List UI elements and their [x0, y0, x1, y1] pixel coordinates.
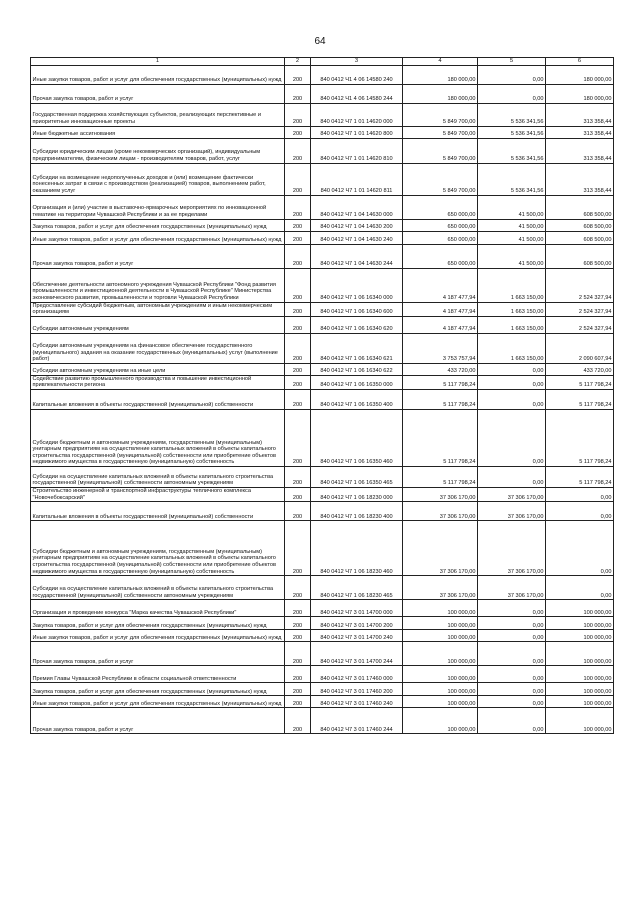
row-approved-cell: 650 000,00	[403, 244, 478, 268]
table-row	[31, 617, 614, 630]
row-classifier-cell: 840 0412 Ч7 1 04 14630 200	[311, 219, 403, 231]
row-remainder-cell: 100 000,00	[546, 630, 614, 642]
table-row	[31, 195, 614, 219]
table-row	[31, 126, 614, 138]
row-approved-cell: 5 117 798,24	[403, 375, 478, 389]
row-code-cell: 200	[285, 683, 311, 696]
row-executed-cell: 1 663 150,00	[478, 268, 546, 302]
row-name-cell: Прочая закупка товаров, работ и услуг	[31, 642, 285, 666]
row-executed-cell: 0,00	[478, 84, 546, 103]
row-remainder-cell: 0,00	[546, 521, 614, 576]
row-remainder-cell: 180 000,00	[546, 84, 614, 103]
row-remainder-cell: 2 524 327,94	[546, 316, 614, 333]
row-name-cell: Капитальные вложения в объекты государственной (муниципальной) собственности	[31, 389, 285, 409]
row-classifier-cell: 840 0412 Ч7 1 01 14620 000	[311, 103, 403, 126]
row-remainder-cell: 180 000,00	[546, 65, 614, 84]
row-approved-cell: 100 000,00	[403, 666, 478, 683]
table-row	[31, 363, 614, 375]
table-row	[31, 244, 614, 268]
row-classifier-cell: 840 0412 Ч7 3 01 17460 200	[311, 683, 403, 696]
row-executed-cell: 0,00	[478, 708, 546, 734]
row-executed-cell: 41 500,00	[478, 219, 546, 231]
row-name-cell: Субсидии на осуществление капитальных вложений в объекты капитального строительства государственной (муниципальной) собственности автономным учреждениям	[31, 466, 285, 487]
table-row	[31, 163, 614, 195]
row-name-cell: Прочая закупка товаров, работ и услуг	[31, 244, 285, 268]
row-executed-cell: 0,00	[478, 683, 546, 696]
row-approved-cell: 37 306 170,00	[403, 487, 478, 501]
row-remainder-cell: 100 000,00	[546, 696, 614, 708]
row-name-cell: Государственная поддержка хозяйствующих субъектов, реализующих перспективные и приоритетные инновационные проекты	[31, 103, 285, 126]
row-code-cell: 200	[285, 389, 311, 409]
row-code-cell: 200	[285, 316, 311, 333]
row-classifier-cell: 840 0412 Ч7 3 01 14700 244	[311, 642, 403, 666]
row-approved-cell: 180 000,00	[403, 84, 478, 103]
row-approved-cell: 3 753 757,94	[403, 333, 478, 363]
row-code-cell: 200	[285, 84, 311, 103]
row-code-cell: 200	[285, 409, 311, 466]
row-classifier-cell: 840 0412 Ч7 1 01 14620 800	[311, 126, 403, 138]
row-classifier-cell: 840 0412 Ч7 3 01 14700 000	[311, 600, 403, 617]
row-classifier-cell: 840 0412 Ч7 3 01 17460 240	[311, 696, 403, 708]
row-code-cell: 200	[285, 696, 311, 708]
row-classifier-cell: 840 0412 Ч7 1 06 16340 600	[311, 302, 403, 316]
row-approved-cell: 100 000,00	[403, 696, 478, 708]
row-remainder-cell: 433 720,00	[546, 363, 614, 375]
row-remainder-cell: 100 000,00	[546, 683, 614, 696]
table-row	[31, 219, 614, 231]
column-header: 1	[31, 58, 285, 66]
row-code-cell: 200	[285, 219, 311, 231]
row-name-cell: Предоставление субсидий бюджетным, автономным учреждениям и иным некоммерческим организациям	[31, 302, 285, 316]
row-executed-cell: 0,00	[478, 617, 546, 630]
row-remainder-cell: 5 117 798,24	[546, 375, 614, 389]
row-executed-cell: 1 663 150,00	[478, 333, 546, 363]
row-approved-cell: 5 849 700,00	[403, 126, 478, 138]
row-approved-cell: 650 000,00	[403, 219, 478, 231]
row-executed-cell: 41 500,00	[478, 195, 546, 219]
table-row	[31, 231, 614, 244]
row-code-cell: 200	[285, 600, 311, 617]
row-remainder-cell: 5 117 798,24	[546, 466, 614, 487]
row-name-cell: Иные закупки товаров, работ и услуг для обеспечения государственных (муниципальных) нужд	[31, 696, 285, 708]
row-executed-cell: 0,00	[478, 630, 546, 642]
row-remainder-cell: 100 000,00	[546, 708, 614, 734]
row-approved-cell: 4 187 477,94	[403, 268, 478, 302]
row-code-cell: 200	[285, 163, 311, 195]
row-approved-cell: 5 117 798,24	[403, 409, 478, 466]
row-classifier-cell: 840 0412 Ч7 1 04 14630 000	[311, 195, 403, 219]
column-header: 5	[478, 58, 546, 66]
row-code-cell: 200	[285, 375, 311, 389]
row-remainder-cell: 5 117 798,24	[546, 409, 614, 466]
row-executed-cell: 0,00	[478, 466, 546, 487]
row-name-cell: Организация и проведение конкурса "Марка качества Чувашской Республики"	[31, 600, 285, 617]
table-row	[31, 409, 614, 466]
table-row	[31, 466, 614, 487]
row-approved-cell: 5 849 700,00	[403, 163, 478, 195]
row-classifier-cell: 840 0412 Ч7 1 06 18230 465	[311, 576, 403, 600]
row-approved-cell: 37 306 170,00	[403, 521, 478, 576]
row-code-cell: 200	[285, 487, 311, 501]
row-approved-cell: 5 849 700,00	[403, 138, 478, 163]
row-remainder-cell: 100 000,00	[546, 617, 614, 630]
row-executed-cell: 0,00	[478, 375, 546, 389]
row-executed-cell: 37 306 170,00	[478, 576, 546, 600]
row-remainder-cell: 313 358,44	[546, 103, 614, 126]
row-remainder-cell: 608 500,00	[546, 231, 614, 244]
row-classifier-cell: 840 0412 Ч7 1 06 16350 460	[311, 409, 403, 466]
row-code-cell: 200	[285, 630, 311, 642]
row-classifier-cell: 840 0412 Ч7 1 06 16340 621	[311, 333, 403, 363]
row-name-cell: Иные бюджетные ассигнования	[31, 126, 285, 138]
table-row	[31, 84, 614, 103]
row-name-cell: Субсидии на осуществление капитальных вложений в объекты капитального строительства государственной (муниципальной) собственности автономным учреждениям	[31, 576, 285, 600]
row-classifier-cell: 840 0412 Ч1 4 06 14580 240	[311, 65, 403, 84]
row-classifier-cell: 840 0412 Ч7 1 01 14620 811	[311, 163, 403, 195]
row-classifier-cell: 840 0412 Ч7 1 01 14620 810	[311, 138, 403, 163]
row-executed-cell: 37 306 170,00	[478, 502, 546, 521]
row-executed-cell: 0,00	[478, 666, 546, 683]
row-approved-cell: 100 000,00	[403, 630, 478, 642]
table-row	[31, 268, 614, 302]
row-approved-cell: 100 000,00	[403, 683, 478, 696]
row-approved-cell: 180 000,00	[403, 65, 478, 84]
table-row	[31, 375, 614, 389]
row-approved-cell: 433 720,00	[403, 363, 478, 375]
row-remainder-cell: 0,00	[546, 487, 614, 501]
row-classifier-cell: 840 0412 Ч7 1 04 14630 240	[311, 231, 403, 244]
table-row	[31, 502, 614, 521]
table-row	[31, 389, 614, 409]
row-classifier-cell: 840 0412 Ч7 1 04 14630 244	[311, 244, 403, 268]
row-code-cell: 200	[285, 521, 311, 576]
table-header-row	[31, 58, 614, 66]
row-approved-cell: 100 000,00	[403, 642, 478, 666]
row-executed-cell: 0,00	[478, 642, 546, 666]
row-approved-cell: 4 187 477,94	[403, 302, 478, 316]
table-row	[31, 708, 614, 734]
row-name-cell: Субсидии юридическим лицам (кроме некоммерческих организаций), индивидуальным предпринимателям, физическим лицам - производителям товаров, работ, услуг	[31, 138, 285, 163]
row-code-cell: 200	[285, 708, 311, 734]
column-header: 4	[403, 58, 478, 66]
row-classifier-cell: 840 0412 Ч1 4 06 14580 244	[311, 84, 403, 103]
row-code-cell: 200	[285, 244, 311, 268]
row-classifier-cell: 840 0412 Ч7 1 06 16350 000	[311, 375, 403, 389]
table-row	[31, 576, 614, 600]
row-name-cell: Закупка товаров, работ и услуг для обеспечения государственных (муниципальных) нужд	[31, 617, 285, 630]
row-remainder-cell: 5 117 798,24	[546, 389, 614, 409]
row-code-cell: 200	[285, 576, 311, 600]
row-code-cell: 200	[285, 333, 311, 363]
row-executed-cell: 41 500,00	[478, 231, 546, 244]
row-code-cell: 200	[285, 466, 311, 487]
row-executed-cell: 5 536 341,56	[478, 126, 546, 138]
table-row	[31, 521, 614, 576]
row-name-cell: Содействие развитию промышленного производства и повышение инвестиционной привлекательности региона	[31, 375, 285, 389]
row-code-cell: 200	[285, 666, 311, 683]
row-code-cell: 200	[285, 642, 311, 666]
row-approved-cell: 5 849 700,00	[403, 103, 478, 126]
row-code-cell: 200	[285, 363, 311, 375]
table-row	[31, 683, 614, 696]
row-code-cell: 200	[285, 268, 311, 302]
row-executed-cell: 5 536 341,56	[478, 163, 546, 195]
row-name-cell: Премия Главы Чувашской Республики в области социальной ответственности	[31, 666, 285, 683]
row-name-cell: Субсидии на возмещение недополученных доходов и (или) возмещение фактически понесенных затрат в связи с производством (реализацией) товаров, выполнением работ, оказанием услуг	[31, 163, 285, 195]
row-executed-cell: 5 536 341,56	[478, 103, 546, 126]
row-approved-cell: 37 306 170,00	[403, 502, 478, 521]
row-executed-cell: 1 663 150,00	[478, 302, 546, 316]
row-classifier-cell: 840 0412 Ч7 1 06 16340 622	[311, 363, 403, 375]
row-executed-cell: 0,00	[478, 600, 546, 617]
row-code-cell: 200	[285, 302, 311, 316]
row-name-cell: Капитальные вложения в объекты государственной (муниципальной) собственности	[31, 502, 285, 521]
row-classifier-cell: 840 0412 Ч7 3 01 17460 244	[311, 708, 403, 734]
table-row	[31, 65, 614, 84]
row-classifier-cell: 840 0412 Ч7 1 06 16350 465	[311, 466, 403, 487]
row-remainder-cell: 2 524 327,94	[546, 268, 614, 302]
table-row	[31, 333, 614, 363]
row-approved-cell: 100 000,00	[403, 617, 478, 630]
row-name-cell: Субсидии автономным учреждениям на финансовое обеспечение государственного (муниципального) задания на оказание государственных (муниципальных) услуг (выполнение работ)	[31, 333, 285, 363]
row-name-cell: Закупка товаров, работ и услуг для обеспечения государственных (муниципальных) нужд	[31, 683, 285, 696]
row-executed-cell: 5 536 341,56	[478, 138, 546, 163]
row-approved-cell: 650 000,00	[403, 195, 478, 219]
row-name-cell: Субсидии бюджетным и автономным учреждениям, государственным (муниципальным) унитарным предприятиям на осуществление капитальных вложений в объекты капитального строительства государственной (муниципальной) собственности или приобретение объектов недвижимого имущества в государственную (муниципальную) собственность	[31, 409, 285, 466]
row-name-cell: Организация и (или) участие в выставочно-ярмарочных мероприятиях по инновационной тематике на территории Чувашской Республики и за ее пределами	[31, 195, 285, 219]
budget-execution-table	[30, 57, 614, 734]
column-header: 6	[546, 58, 614, 66]
row-name-cell: Иные закупки товаров, работ и услуг для обеспечения государственных (муниципальных) нужд	[31, 65, 285, 84]
row-name-cell: Субсидии бюджетным и автономным учреждениям, государственным (муниципальным) унитарным предприятиям на осуществление капитальных вложений в объекты капитального строительства государственной (муниципальной) собственности или приобретение объектов недвижимого имущества в государственную (муниципальную) собственность	[31, 521, 285, 576]
row-remainder-cell: 2 090 607,94	[546, 333, 614, 363]
row-classifier-cell: 840 0412 Ч7 1 06 16340 620	[311, 316, 403, 333]
row-approved-cell: 37 306 170,00	[403, 576, 478, 600]
table-row	[31, 630, 614, 642]
table-row	[31, 103, 614, 126]
row-code-cell: 200	[285, 617, 311, 630]
row-executed-cell: 41 500,00	[478, 244, 546, 268]
row-name-cell: Строительство инженерной и транспортной инфраструктуры тепличного комплекса "Новочебоксарский"	[31, 487, 285, 501]
table-row	[31, 138, 614, 163]
row-code-cell: 200	[285, 231, 311, 244]
row-remainder-cell: 313 358,44	[546, 163, 614, 195]
row-executed-cell: 0,00	[478, 409, 546, 466]
row-remainder-cell: 100 000,00	[546, 600, 614, 617]
row-classifier-cell: 840 0412 Ч7 1 06 18230 460	[311, 521, 403, 576]
row-code-cell: 200	[285, 138, 311, 163]
row-code-cell: 200	[285, 502, 311, 521]
row-executed-cell: 0,00	[478, 696, 546, 708]
row-remainder-cell: 100 000,00	[546, 642, 614, 666]
row-remainder-cell: 2 524 327,94	[546, 302, 614, 316]
row-remainder-cell: 0,00	[546, 576, 614, 600]
row-classifier-cell: 840 0412 Ч7 3 01 17460 000	[311, 666, 403, 683]
row-approved-cell: 4 187 477,94	[403, 316, 478, 333]
row-classifier-cell: 840 0412 Ч7 3 01 14700 200	[311, 617, 403, 630]
table-row	[31, 666, 614, 683]
row-remainder-cell: 313 358,44	[546, 126, 614, 138]
row-remainder-cell: 608 500,00	[546, 195, 614, 219]
row-executed-cell: 0,00	[478, 65, 546, 84]
row-executed-cell: 0,00	[478, 389, 546, 409]
page-number: 64	[314, 36, 326, 47]
row-executed-cell: 0,00	[478, 363, 546, 375]
row-approved-cell: 100 000,00	[403, 600, 478, 617]
row-classifier-cell: 840 0412 Ч7 3 01 14700 240	[311, 630, 403, 642]
row-name-cell: Субсидии автономным учреждениям	[31, 316, 285, 333]
table-row	[31, 696, 614, 708]
row-classifier-cell: 840 0412 Ч7 1 06 16350 400	[311, 389, 403, 409]
table-body	[31, 65, 614, 734]
row-classifier-cell: 840 0412 Ч7 1 06 16340 000	[311, 268, 403, 302]
column-header: 2	[285, 58, 311, 66]
row-name-cell: Иные закупки товаров, работ и услуг для обеспечения государственных (муниципальных) нужд	[31, 630, 285, 642]
row-remainder-cell: 0,00	[546, 502, 614, 521]
row-name-cell: Закупка товаров, работ и услуг для обеспечения государственных (муниципальных) нужд	[31, 219, 285, 231]
table-row	[31, 316, 614, 333]
column-header: 3	[311, 58, 403, 66]
table-row	[31, 642, 614, 666]
row-code-cell: 200	[285, 195, 311, 219]
row-remainder-cell: 608 500,00	[546, 219, 614, 231]
row-remainder-cell: 313 358,44	[546, 138, 614, 163]
row-code-cell: 200	[285, 126, 311, 138]
row-code-cell: 200	[285, 65, 311, 84]
row-executed-cell: 37 306 170,00	[478, 487, 546, 501]
row-classifier-cell: 840 0412 Ч7 1 06 18230 400	[311, 502, 403, 521]
row-name-cell: Прочая закупка товаров, работ и услуг	[31, 84, 285, 103]
table-row	[31, 302, 614, 316]
row-approved-cell: 5 117 798,24	[403, 389, 478, 409]
table-row	[31, 487, 614, 501]
row-remainder-cell: 100 000,00	[546, 666, 614, 683]
row-approved-cell: 650 000,00	[403, 231, 478, 244]
row-executed-cell: 37 306 170,00	[478, 521, 546, 576]
row-name-cell: Прочая закупка товаров, работ и услуг	[31, 708, 285, 734]
row-code-cell: 200	[285, 103, 311, 126]
row-approved-cell: 5 117 798,24	[403, 466, 478, 487]
table-row	[31, 600, 614, 617]
row-classifier-cell: 840 0412 Ч7 1 06 18230 000	[311, 487, 403, 501]
row-executed-cell: 1 663 150,00	[478, 316, 546, 333]
row-name-cell: Обеспечение деятельности автономного учреждения Чувашской Республики "Фонд развития промышленности и инвестиционной деятельности в Чувашской Республике" Министерства экономического развития, промышленности и торговли Чувашской Республики	[31, 268, 285, 302]
row-name-cell: Субсидии автономным учреждениям на иные цели	[31, 363, 285, 375]
row-name-cell: Иные закупки товаров, работ и услуг для обеспечения государственных (муниципальных) нужд	[31, 231, 285, 244]
row-remainder-cell: 608 500,00	[546, 244, 614, 268]
row-approved-cell: 100 000,00	[403, 708, 478, 734]
